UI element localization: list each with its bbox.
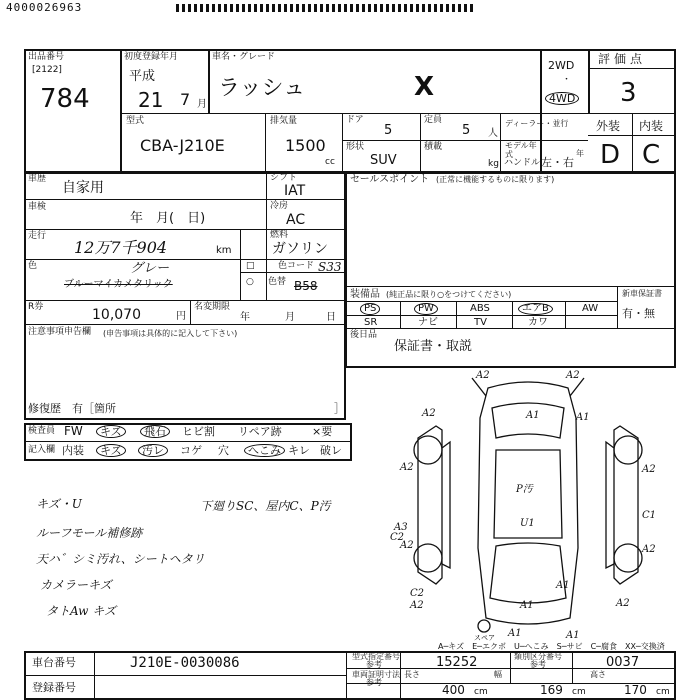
reg-no-label: 登録番号 [32, 681, 76, 694]
model-num-value: 15252 [436, 655, 478, 670]
width-label: 幅 [494, 670, 502, 679]
inspection-value: 年 月( 日) [130, 211, 206, 226]
color-change-icon: ○ [246, 277, 254, 287]
note-line-4: カメラーキズ [40, 578, 112, 592]
fw-label: FW [64, 424, 83, 438]
class-num-label: 類別区分番号 [514, 652, 562, 661]
lot-number: 784 [40, 84, 90, 114]
rating-score: 3 [620, 78, 637, 108]
history-value: 自家用 [62, 180, 104, 196]
color-label: 色 [28, 261, 38, 271]
diagram-legend: A─キズ E─エクボ U─へこみ S─サビ C─腐食 XX─交換済 [438, 642, 665, 651]
class-num-sub: 参考 [530, 660, 546, 669]
mark-9: P汚 [516, 484, 533, 495]
note-line-5: タトAw キズ [46, 604, 116, 618]
rating-interior: C [642, 140, 661, 170]
height-unit: cm [656, 687, 670, 697]
inspector-label: 検査員 [28, 426, 56, 436]
dims-label: 車両証明寸法 [352, 670, 400, 679]
model-num-sub: 参考 [366, 660, 382, 669]
type-label: 型式 [126, 116, 145, 126]
meigi-month: 月 [285, 312, 295, 323]
inspection-label: 車検 [28, 202, 47, 212]
drive-4wd: 4WD [545, 92, 579, 105]
model-year-label: モデル年式 [505, 141, 537, 159]
width-value: 169 [540, 683, 563, 697]
mark-4: A1 [526, 410, 540, 421]
repair-close: ］ [334, 402, 345, 415]
mark-3: A2 [422, 408, 436, 419]
mark-21: A1 [566, 630, 580, 641]
chassis-label: 車台番号 [32, 656, 76, 669]
inspector-label2: 記入欄 [28, 445, 56, 455]
equip-sr: SR [364, 317, 378, 328]
mark-16: A2 [410, 600, 424, 611]
fuel-value: ガソリン [272, 241, 328, 257]
equip-abs: ABS [470, 303, 490, 314]
mark-8: A2 [400, 540, 414, 551]
mileage-label: 走行 [28, 231, 47, 241]
note-line-1: キズ・U [36, 497, 82, 511]
chassis-value: J210E-0030086 [130, 655, 240, 671]
manual-label: 新車保証書 [622, 289, 662, 298]
height-value: 170 [624, 683, 647, 697]
equipment-label: 装備品 [350, 289, 380, 300]
displacement-label: 排気量 [270, 116, 298, 126]
mark-14: A2 [642, 544, 656, 555]
sales-point-label: セールスポイント [350, 174, 430, 185]
fw-need: ×要 [312, 425, 333, 438]
model-name-label: 車名・グレード [212, 52, 276, 62]
after-value: 保証書・取説 [394, 339, 473, 354]
fw-repair: リペア跡 [238, 425, 282, 438]
length-unit: cm [474, 687, 488, 697]
ac-label: 冷房 [270, 201, 289, 211]
equipment-hint: (純正品に限り○をつけてください) [386, 290, 512, 299]
interior-stain: 汚レ [138, 444, 168, 457]
mark-12: A3 [394, 522, 408, 533]
mark-11: C1 [642, 510, 657, 521]
doors-value: 5 [384, 123, 393, 138]
history-label: 車歴 [28, 174, 47, 184]
first-reg-label: 初度登録年月 [124, 52, 179, 62]
dealer-label: ディーラー・並行 [505, 119, 569, 128]
seats-label: 定員 [424, 115, 443, 125]
model-num-label: 型式指定番号 [352, 652, 400, 661]
shape-label: 形状 [346, 142, 365, 152]
rating-interior-label: 内装 [639, 119, 664, 133]
fuel-label: 燃料 [270, 230, 289, 240]
after-label: 後日品 [350, 330, 378, 340]
mark-5: A1 [576, 412, 590, 423]
notes-hint: (申告事項は具体的に記入して下さい) [103, 329, 238, 338]
manual-value: 有・無 [622, 307, 655, 320]
load-label: 積載 [424, 142, 443, 152]
notes-label: 注意事項申告欄 [28, 327, 92, 337]
note-line-3: 天ハ゛シミ汚れ、シートヘタリ [36, 552, 205, 566]
mark-10: U1 [520, 518, 535, 529]
mark-1: A2 [476, 370, 490, 381]
mark-20: A1 [508, 628, 522, 639]
interior-dent: へこみ [244, 444, 285, 457]
seats-value: 5 [462, 123, 471, 138]
mileage-unit: km [216, 245, 232, 256]
inspector-remark: 下廻りSC、屋内C、P汚 [200, 499, 331, 513]
equip-tv: TV [474, 317, 487, 328]
meigi-year: 年 [240, 312, 250, 323]
mark-19: A2 [616, 598, 630, 609]
handle-value: 左・右 [541, 156, 574, 169]
sales-point-hint: (正常に機能するものに限ります) [436, 175, 555, 184]
shape-value: SUV [370, 153, 397, 168]
color-code-old: B58 [294, 279, 318, 293]
ac-value: AC [286, 212, 306, 228]
mark-18: A1 [556, 580, 570, 591]
mark-7: A2 [642, 464, 656, 475]
handle-label: ハンドル [504, 158, 541, 168]
interior-tear: 破レ [320, 444, 342, 457]
equip-aw: AW [582, 303, 599, 314]
model-name: ラッシュ [218, 76, 306, 101]
model-grade: X [414, 72, 435, 102]
note-line-2: ルーフモール補修跡 [36, 526, 143, 540]
lot-label: 出品番号 [28, 52, 65, 62]
fw-crack: ヒビ割 [182, 425, 215, 438]
mark-13: C2 [390, 532, 405, 543]
displacement-value: 1500 [285, 136, 326, 155]
shift-label: シフト [270, 173, 298, 183]
equip-pw: PW [414, 303, 438, 315]
model-year-unit: 年 [576, 149, 584, 158]
length-value: 400 [442, 683, 465, 697]
class-num-value: 0037 [606, 655, 640, 670]
first-reg-month-unit: 月 [197, 99, 207, 110]
height-label: 高さ [590, 670, 606, 679]
drive-2wd: 2WD [548, 59, 575, 72]
dims-sub: 参考 [366, 678, 382, 687]
doors-label: ドア [346, 115, 364, 125]
mileage-value: 12万7千904 [74, 238, 168, 257]
interior-cut: キレ [288, 444, 310, 457]
length-label: 長さ [404, 670, 420, 679]
first-reg-year: 21 [138, 88, 164, 112]
fw-scratch: キズ [96, 425, 126, 438]
seats-unit: 人 [488, 128, 498, 139]
shift-value: IAT [284, 183, 306, 199]
interior-hole: 穴 [218, 444, 229, 457]
color-change-label: 色替 [268, 277, 287, 287]
displacement-unit: cc [325, 157, 335, 167]
type-value: CBA-J210E [140, 136, 225, 155]
recycle-label: R券 [28, 302, 44, 312]
rating-exterior: D [600, 140, 621, 170]
equip-leather: カワ [528, 317, 548, 328]
first-reg-month: 7 [180, 90, 191, 109]
equip-ps: PS [360, 303, 380, 315]
load-unit: kg [488, 159, 499, 169]
lot-sub: [2122] [32, 65, 62, 75]
mark-6: A2 [400, 462, 414, 473]
rating-label: 評価点 [598, 52, 647, 66]
color-handwritten: グレー [130, 261, 170, 276]
mark-2: A2 [566, 370, 580, 381]
width-unit: cm [572, 687, 586, 697]
meigi-label: 名変期限 [194, 302, 231, 312]
first-reg-era: 平成 [129, 69, 156, 84]
header-print-strip [176, 4, 476, 12]
interior-burn: コゲ [180, 444, 202, 457]
spare-label: スペア [474, 634, 495, 642]
color-printed: ブルーマイカメタリック [64, 279, 173, 290]
mark-15: C2 [410, 588, 425, 599]
recycle-value: 10,070 [92, 307, 141, 323]
equip-navi: ナビ [418, 317, 438, 328]
color-code-new: S33 [318, 260, 342, 274]
mark-17: A1 [520, 600, 534, 611]
color-code-label: 色コード [278, 261, 315, 271]
equip-airbag: エアB [518, 303, 553, 315]
repair-history: 修復歴 有［箇所 [28, 402, 116, 415]
recycle-unit: 円 [176, 311, 186, 322]
interior-label: 内装 [62, 444, 84, 457]
rating-exterior-label: 外装 [596, 119, 621, 133]
interior-scratch: キズ [96, 444, 126, 457]
middle-left-section [24, 172, 346, 420]
meigi-day: 日 [326, 312, 336, 323]
car-diagram [380, 368, 676, 646]
barcode-text: 4000026963 [6, 1, 83, 14]
fw-chip: 飛石 [140, 425, 170, 438]
